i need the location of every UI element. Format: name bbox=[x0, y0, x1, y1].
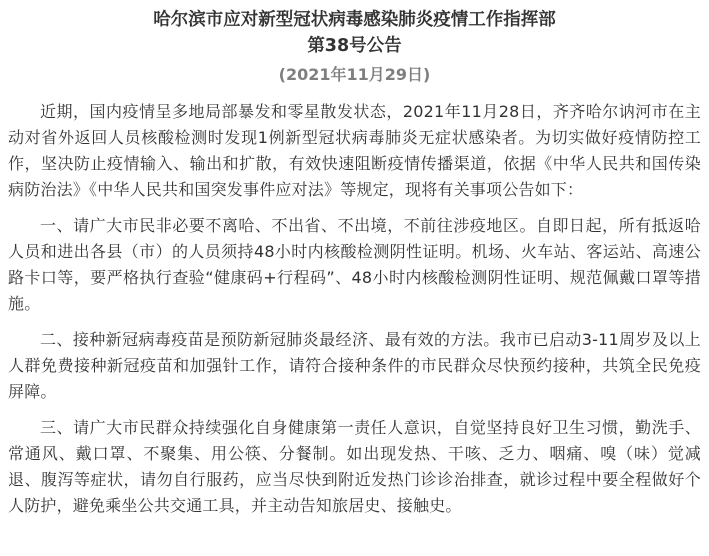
paragraph-item-2: 二、接种新冠病毒疫苗是预防新冠肺炎最经济、最有效的方法。我市已启动3-11周岁及以上人群免费接种新冠疫苗和加强针工作，请符合接种条件的市民群众尽快预约接种，共筑全民免疫屏障。 bbox=[8, 330, 701, 401]
paragraph-item-1: 一、请广大市民非必要不离哈、不出省、不出境，不前往涉疫地区。自即日起，所有抵返哈人员和进出各县（市）的人员须持48小时内核酸检测阴性证明。机场、火车站、客运站、高速公路卡口等，要严格执行查验“健康码+行程码”、48小时内核酸检测阴性证明、规范佩戴口罩等措施。 bbox=[8, 216, 701, 313]
document-date: (2021年11月29日) bbox=[278, 65, 431, 84]
paragraph-intro: 近期，国内疫情呈多地局部暴发和零星散发状态，2021年11月28日，齐齐哈尔讷河市在主动对省外返回人员核酸检测时发现1例新型冠状病毒肺炎无症状感染者。为切实做好疫情防控工作，坚决防止疫情输入、输出和扩散，有效快速阻断疫情传播渠道，依据《中华人民共和国传染病防治法》《中华人民共和国突发事件应对法》等规定，现将有关事项公告如下： bbox=[8, 102, 701, 199]
document-subtitle: 第38号公告 bbox=[307, 36, 402, 56]
document-title: 哈尔滨市应对新型冠状病毒感染肺炎疫情工作指挥部 bbox=[153, 10, 556, 30]
paragraph-item-3: 三、请广大市民群众持续强化自身健康第一责任人意识，自觉坚持良好卫生习惯，勤洗手、常通风、戴口罩、不聚集、用公筷、分餐制。如出现发热、干咳、乏力、咽痛、嗅（味）觉减退、腹泻等症状，请勿自行服药，应当尽快到附近发热门诊诊治排查，就诊过程中要全程做好个人防护，避免乘坐公共交通工具，并主动告知旅居史、接触史。 bbox=[8, 418, 701, 515]
